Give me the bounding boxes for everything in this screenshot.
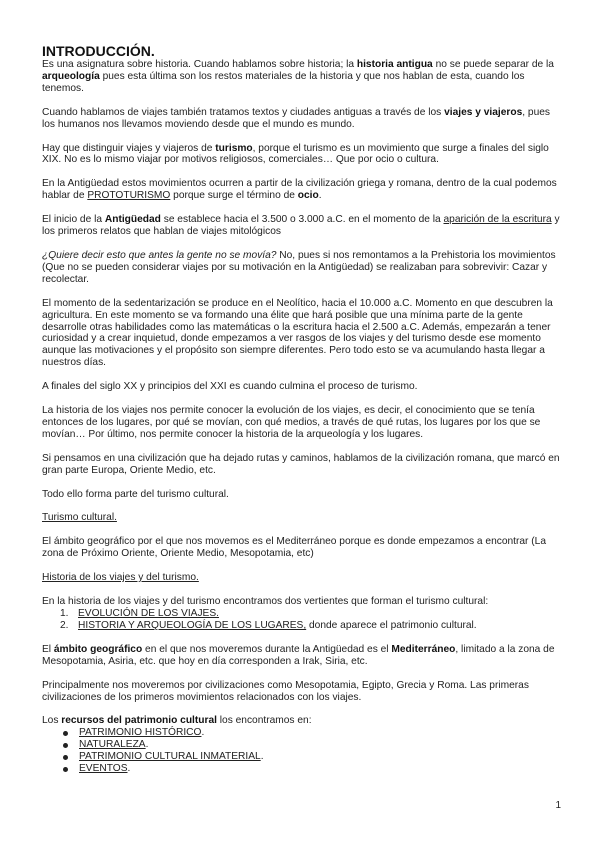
list-item: 1. EVOLUCIÓN DE LOS VIAJES. [60,608,219,619]
bullet-icon [63,755,68,760]
paragraph-neolitico: El momento de la sedentarización se produce en el Neolítico, hacia el 10.000 a.C. Momento en que descubren la agricultura. En este momento se va formando una élite que hará posible que una mínima parte de la gente desarrolle otras habilidades como las matemáticas o la escritura hacia el 2.500 a.C. Además, empezarán a tener curiosidad y a crear inquietud, donde empezamos a ver rasgos de los viajes y del turismo desde ese momento aunque las motivaciones y el propósito son siempre diferentes. Pero todo esto se va acumulando hasta llegar a nuestros días. [42,297,553,369]
paragraph-recursos: Los recursos del patrimonio cultural los encontramos en: [42,715,312,727]
section-title-historia-viajes: Historia de los viajes y del turismo. [42,572,199,584]
bullet-icon [63,767,68,772]
list-item: NATURALEZA. [42,739,562,751]
paragraph-intro: Es una asignatura sobre historia. Cuando hablamos sobre historia; la historia antigua no se puede separar de la arqueología pues esta última son los restos materiales de la historia y que nos hablan de esta, cuando los tenemos. [42,59,554,94]
list-item: 2. HISTORIA Y ARQUEOLOGÍA DE LOS LUGARES, donde aparece el patrimonio cultural. [60,619,477,631]
paragraph-vertientes: En la historia de los viajes y del turismo encontramos dos vertientes que forman el turismo cultural: [42,596,489,608]
paragraph-antiguedad: En la Antigüedad estos movimientos ocurren a partir de la civilización griega y romana, dentro de la cual podemos hablar de PROTOTURISMO porque surge el término de ocio. [42,178,557,202]
page-title: INTRODUCCIÓN. [42,43,155,59]
paragraph-turismo-cultural: Todo ello forma parte del turismo cultural. [42,488,229,500]
paragraph-civilizacion: Si pensamos en una civilización que ha dejado rutas y caminos, hablamos de la civilización romana, que marcó en gran parte Europa, Oriente Medio, etc. [42,452,560,476]
paragraph-mediterraneo: El ámbito geográfico en el que nos moveremos durante la Antigüedad es el Mediterráneo, limitado a la zona de Mesopotamia, Asiria, etc. que hoy en día corresponden a Irak, Siria, etc. [42,643,555,667]
paragraph-historia-viajes: La historia de los viajes nos permite conocer la evolución de los viajes, es decir, el conocimiento que se tenía entonces de los lugares, por qué se movían, con qué medios, a través de qué rutas, los lugares por los que se movían… Por último, nos permite conocer la historia de la arqueología y los lugares. [42,405,541,440]
paragraph-viajes: Cuando hablamos de viajes también tratamos textos y ciudades antiguas a través de los viajes y viajeros, pues los humanos nos llevamos moviendo desde que el mundo es mundo. [42,106,551,130]
bullet-icon [63,743,68,748]
list-item: EVENTOS. [42,763,562,775]
paragraph-ambito: El ámbito geográfico por el que nos movemos es el Mediterráneo porque es donde empezamos a encontrar (La zona de Próximo Oriente, Oriente Medio, Mesopotamia, etc) [42,536,547,560]
section-title-turismo-cultural: Turismo cultural. [42,512,117,524]
paragraph-civilizaciones: Principalmente nos moveremos por civilizaciones como Mesopotamia, Egipto, Grecia y Roma. Las primeras civilizaciones de los primeros movimientos relacionados con los viajes. [42,679,529,703]
bullet-icon [63,731,68,736]
bullet-list [42,727,562,775]
numbered-list [42,608,562,632]
paragraph-prehistoria: ¿Quiere decir esto que antes la gente no se movía? No, pues si nos remontamos a la Prehistoria los movimientos (Que no se pueden considerar viajes por su motivación en la Antigüedad) se realizaban para sobrevivir: Cazar y recolectar. [42,249,556,285]
paragraph-siglo-xx: A finales del siglo XX y principios del XXI es cuando culmina el proceso de turismo. [42,381,418,393]
list-item: PATRIMONIO HISTÓRICO. [42,727,562,739]
paragraph-inicio: El inicio de la Antigüedad se establece hacia el 3.500 o 3.000 a.C. en el momento de la aparición de la escritura y los primeros relatos que hablan de viajes mitológicos [42,214,560,238]
page-number: 1 [555,800,561,811]
list-item: PATRIMONIO CULTURAL INMATERIAL. [42,751,562,763]
paragraph-turismo: Hay que distinguir viajes y viajeros de turismo, porque el turismo es un movimiento que surge a finales del siglo XIX. No es lo mismo viajar por motivos religiosos, comerciales… Que por ocio o cultura. [42,142,549,166]
document-page [42,44,562,787]
